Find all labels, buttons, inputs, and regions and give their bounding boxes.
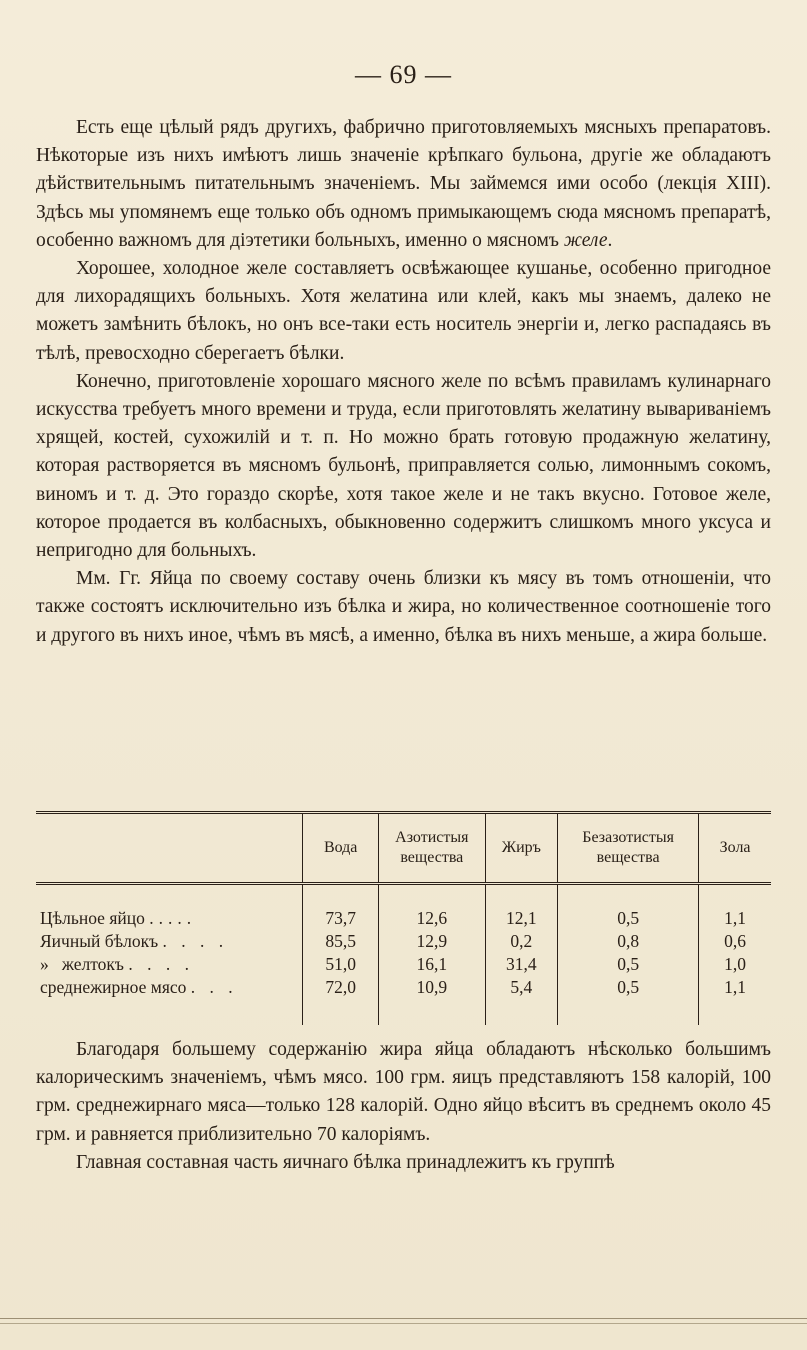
paragraph-jelly-preparation: Конечно, приготовленiе хорошаго мясного желе по всѣмъ правиламъ кулинарнаго искусства требуетъ много времени и труда, если приготовлять желатину вывариванiемъ хрящей, костей, сухожилiй и т. п. Но можно брать готовую продажную желатину, которая растворяется въ мясномъ бульонѣ, приправляется солью, лимоннымъ сокомъ, виномъ и т. д. Это гораздо скорѣе, хотя такое желе и не такъ вкусно. Готовое желе, которое продается въ колбасныхъ, обыкновенно содержитъ слишкомъ много уксуса и непригодно для больныхъ.	[36, 370, 771, 562]
header-non-nitrogenous: Безазотистыя вещества	[558, 813, 699, 884]
row-label: Цѣльное яйцо .....	[40, 908, 197, 928]
header-water: Вода	[303, 813, 379, 884]
table-row	[36, 976, 771, 999]
paragraph-jelly: Хорошее, холодное желе составляетъ освѣжающее кушанье, особенно пригодное для лихорадящихъ больныхъ. Хотя желатина или клей, какъ мы знаемъ, далеко не можетъ замѣнить бѣлокъ, но онъ все-таки есть носитель энергiи и, легко распадаясь въ тѣлѣ, превосходно сберегаетъ бѣлки.	[36, 258, 771, 364]
cell-nitrogenous: 16,1	[379, 953, 486, 976]
cell-water: 72,0	[303, 976, 379, 999]
table-row	[36, 930, 771, 953]
cell-water: 73,7	[303, 907, 379, 930]
page-number: — 69 —	[355, 60, 452, 89]
cell-fat: 0,2	[485, 930, 558, 953]
paragraph-text-end: .	[607, 229, 613, 251]
composition-table	[36, 811, 771, 1023]
cell-fat: 31,4	[485, 953, 558, 976]
cell-fat: 12,1	[485, 907, 558, 930]
page-bottom-edge	[0, 1318, 807, 1324]
header-name-column	[36, 813, 303, 884]
header-nitrogenous: Азотистыя вещества	[379, 813, 486, 884]
table-row	[36, 907, 771, 930]
emphasized-word: желе	[563, 229, 608, 251]
cell-non-nitrogenous: 0,5	[558, 976, 699, 999]
cell-fat: 5,4	[485, 976, 558, 999]
cell-non-nitrogenous: 0,5	[558, 907, 699, 930]
cell-nitrogenous: 10,9	[379, 976, 486, 999]
cell-ash: 1,0	[699, 953, 771, 976]
table-header-row	[36, 813, 771, 884]
row-label: Яичный бѣлокъ . . . .	[40, 931, 229, 951]
row-label: » желтокъ . . . .	[40, 954, 194, 974]
row-label: среднежирное мясо . . .	[40, 977, 238, 997]
body-text-bottom	[36, 1036, 771, 1177]
table-spacer	[36, 999, 771, 1025]
cell-nitrogenous: 12,9	[379, 930, 486, 953]
paragraph-meat-preparations	[36, 114, 771, 255]
header-fat: Жиръ	[485, 813, 558, 884]
table-row	[36, 953, 771, 976]
paragraph-eggs: Мм. Гг. Яйца по своему составу очень близки къ мясу въ томъ отношенiи, что также состоятъ исключительно изъ бѣлка и жира, но количественное соотношенiе того и другого въ нихъ иное, чѣмъ въ мясѣ, а именно, бѣлка въ нихъ меньше, а жира больше.	[36, 568, 771, 646]
cell-ash: 0,6	[699, 930, 771, 953]
body-text-top	[36, 114, 771, 650]
cell-water: 51,0	[303, 953, 379, 976]
paragraph-calories: Благодаря большему содержанiю жира яйца обладаютъ нѣсколько большимъ калорическимъ значенiемъ, чѣмъ мясо. 100 грм. яицъ представляютъ 158 калорiй, 100 грм. среднежирнаго мяса—только 128 калорiй. Одно яйцо вѣситъ въ среднемъ около 45 грм. и равняется приблизительно 70 калорiямъ.	[36, 1039, 771, 1145]
header-ash: Зола	[699, 813, 771, 884]
table-spacer	[36, 884, 771, 908]
composition-table-grid	[36, 811, 771, 1025]
paragraph-text: Есть еще цѣлый рядъ другихъ, фабрично приготовляемыхъ мясныхъ препаратовъ. Нѣкоторые изъ нихъ имѣютъ лишь значенiе крѣпкаго бульона, другiе же обладаютъ дѣйствительнымъ питательнымъ значенiемъ. Мы займемся ими особо (лекцiя XIII). Здѣсь мы упомянемъ еще только объ одномъ примыкающемъ сюда мясномъ препаратѣ, особенно важномъ для дiэтетики больныхъ, именно о мясномъ	[36, 117, 771, 251]
cell-nitrogenous: 12,6	[379, 907, 486, 930]
cell-non-nitrogenous: 0,8	[558, 930, 699, 953]
cell-ash: 1,1	[699, 976, 771, 999]
cell-water: 85,5	[303, 930, 379, 953]
cell-non-nitrogenous: 0,5	[558, 953, 699, 976]
paragraph-egg-white: Главная составная часть яичнаго бѣлка принадлежитъ къ группѣ	[76, 1151, 615, 1173]
cell-ash: 1,1	[699, 907, 771, 930]
